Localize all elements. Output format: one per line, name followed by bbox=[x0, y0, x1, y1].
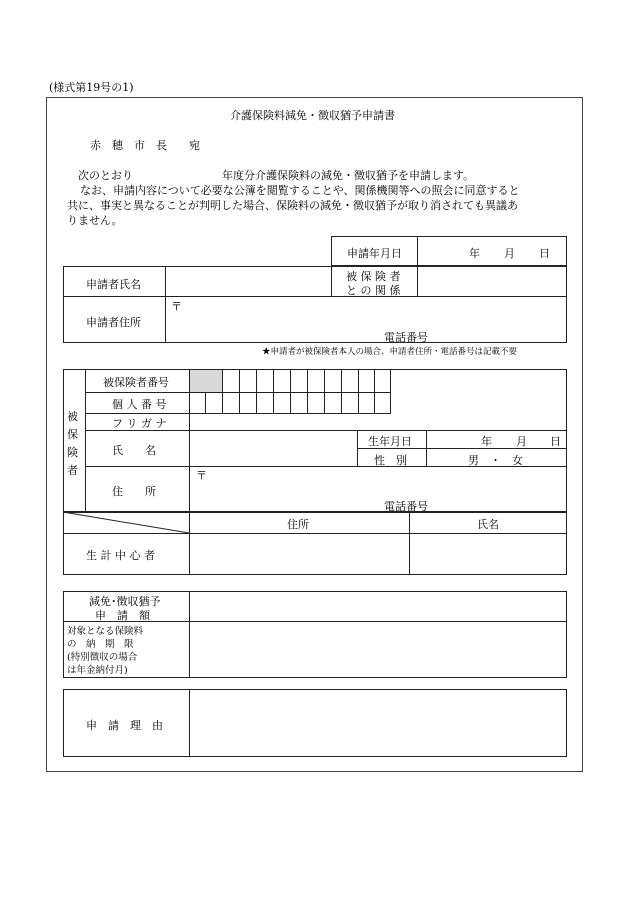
livelihood-name-field[interactable] bbox=[410, 534, 566, 574]
insured-postal-mark: 〒 bbox=[196, 469, 207, 482]
form-number: (様式第19号の1) bbox=[49, 81, 134, 94]
birth-month: 月 bbox=[516, 435, 527, 448]
insured-side-label: 被 保 険 者 bbox=[67, 410, 78, 477]
livelihood-label: 生 計 中 心 者 bbox=[86, 549, 155, 562]
reason-label: 申 請 理 由 bbox=[86, 719, 163, 732]
birth-date-label: 生年月日 bbox=[368, 435, 412, 448]
due-date-field[interactable] bbox=[190, 622, 566, 677]
reason-field[interactable] bbox=[190, 690, 566, 756]
personal-number-label: 個 人 番 号 bbox=[112, 398, 167, 411]
insured-number-shaded-cell bbox=[190, 370, 222, 392]
relation-field[interactable] bbox=[418, 267, 566, 296]
insured-number-field[interactable] bbox=[223, 370, 389, 391]
application-date-label: 申請年月日 bbox=[347, 247, 402, 260]
insured-phone-label: 電話番号 bbox=[384, 500, 428, 513]
birth-day: 日 bbox=[550, 435, 561, 448]
applicant-phone-field[interactable] bbox=[440, 327, 565, 342]
period-label-3: (特別徴収の場合 bbox=[67, 652, 138, 663]
intro-line-3: 共に、事実と異なることが判明した場合、保険料の減免・徴収猶予が取り消されても異議あ bbox=[67, 199, 518, 212]
intro-suffix: 年度分介護保険料の減免・徴収猶予を申請します。 bbox=[222, 169, 475, 182]
applicant-name-label: 申請者氏名 bbox=[86, 278, 141, 291]
addressee: 赤 穂 市 長 宛 bbox=[90, 139, 200, 152]
livelihood-address-header: 住所 bbox=[287, 518, 309, 531]
applicant-postal-mark: 〒 bbox=[171, 300, 182, 313]
insured-phone-field[interactable] bbox=[440, 497, 565, 511]
intro-prefix: 次のとおり bbox=[78, 169, 133, 182]
birth-date-field[interactable] bbox=[427, 431, 566, 447]
period-label-4: は年金納付月) bbox=[67, 665, 128, 676]
insured-name-field[interactable] bbox=[190, 431, 356, 466]
date-month: 月 bbox=[504, 247, 515, 260]
birth-year: 年 bbox=[481, 435, 492, 448]
applicant-name-field[interactable] bbox=[166, 267, 330, 296]
furigana-label: フ リ ガ ナ bbox=[112, 417, 167, 430]
amount-label-2: 申 請 額 bbox=[95, 609, 150, 622]
applicant-note: ★申請者が被保険者本人の場合、申請者住所・電話番号は記載不要 bbox=[262, 347, 518, 357]
period-label-1: 対象となる保険料 bbox=[67, 626, 144, 637]
insured-address-field[interactable] bbox=[210, 468, 565, 496]
period-label-2: の 納 期 限 bbox=[67, 639, 134, 650]
applicant-address-field[interactable] bbox=[185, 298, 565, 324]
insured-number-label: 被保険者番号 bbox=[103, 376, 169, 389]
intro-line-4: りません。 bbox=[67, 214, 123, 227]
relation-label-1: 被 保 険 者 bbox=[346, 270, 401, 283]
applicant-phone-label: 電話番号 bbox=[384, 331, 428, 344]
form-title: 介護保険料減免・徴収猶予申請書 bbox=[230, 109, 395, 122]
gender-options[interactable]: 男 ・ 女 bbox=[468, 454, 523, 467]
insured-name-label: 氏 名 bbox=[112, 444, 156, 457]
livelihood-address-field[interactable] bbox=[190, 534, 408, 574]
gender-label: 性 別 bbox=[374, 454, 407, 467]
livelihood-name-header: 氏名 bbox=[477, 518, 499, 531]
amount-field[interactable] bbox=[190, 592, 566, 620]
insured-address-label: 住 所 bbox=[112, 485, 156, 498]
relation-label-2: と の 関 係 bbox=[346, 284, 401, 297]
fiscal-year-field[interactable] bbox=[140, 164, 216, 180]
amount-label-1: 減免･徴収猶予 bbox=[89, 595, 161, 608]
personal-number-field[interactable] bbox=[190, 393, 389, 412]
date-year: 年 bbox=[469, 247, 480, 260]
diagonal-line bbox=[63, 512, 189, 533]
applicant-address-label: 申請者住所 bbox=[86, 316, 141, 329]
intro-line-2: なお、申請内容について必要な公簿を閲覧することや、関係機関等への照会に同意すると bbox=[80, 184, 520, 197]
date-day: 日 bbox=[539, 247, 550, 260]
furigana-field[interactable] bbox=[190, 414, 566, 429]
